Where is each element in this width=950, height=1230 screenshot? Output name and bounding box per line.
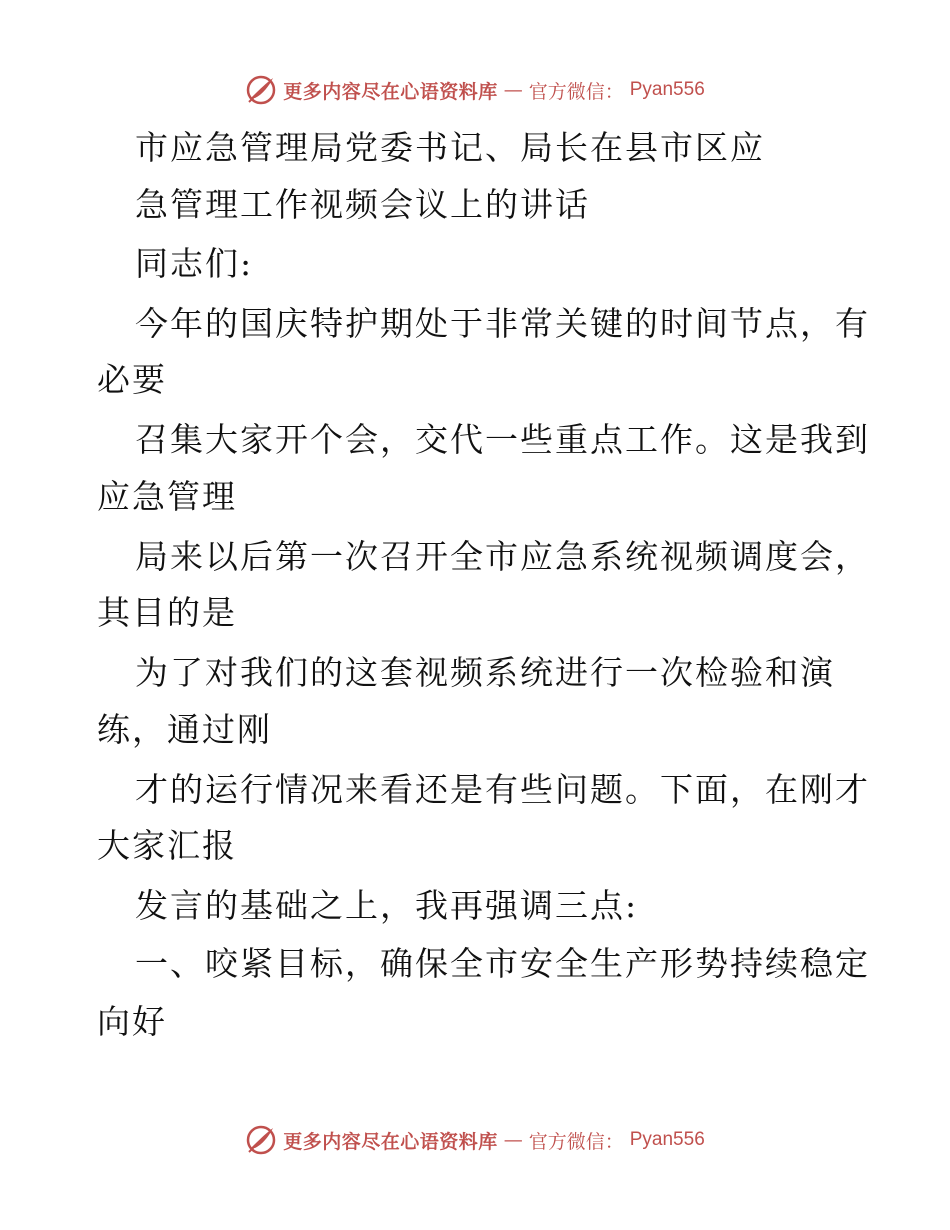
paragraph-3-line-2: 其目的是 [97,593,237,632]
watermark-dash: — [503,1129,523,1151]
feather-pen-logo-icon [245,74,277,106]
paragraph-5-line-1: 才的运行情况来看还是有些问题。下面，在刚才 [135,770,870,809]
paragraph-2-line-2: 应急管理 [97,477,237,516]
document-title-line-2: 急管理工作视频会议上的讲话 [135,185,590,224]
document-title-line-1: 市应急管理局党委书记、局长在县市区应 [135,128,765,167]
feather-pen-logo-icon [245,1124,277,1156]
paragraph-2-line-1: 召集大家开个会，交代一些重点工作。这是我到 [135,420,870,459]
watermark-id: Pyan556 [629,1129,705,1150]
footer-watermark [0,1120,950,1160]
paragraph-4-line-1: 为了对我们的这套视频系统进行一次检验和演 [135,653,835,692]
greeting: 同志们: [135,244,254,283]
watermark-id: Pyan556 [629,79,705,100]
section-heading-1-line-2: 向好 [97,1002,167,1041]
paragraph-1-line-2: 必要 [97,360,167,399]
paragraph-3-line-1: 局来以后第一次召开全市应急系统视频调度会， [135,537,870,576]
header-watermark [0,70,950,110]
section-heading-1-line-1: 一、咬紧目标，确保全市安全生产形势持续稳定 [135,944,870,983]
watermark-main-text: 更多内容尽在心语资料库 [283,1130,498,1153]
paragraph-5-line-2: 大家汇报 [97,826,237,865]
paragraph-6: 发言的基础之上，我再强调三点: [135,886,639,925]
watermark-sub-text: 官方微信： [528,80,624,103]
watermark-main-text: 更多内容尽在心语资料库 [283,80,498,103]
paragraph-1-line-1: 今年的国庆特护期处于非常关键的时间节点，有 [135,304,870,343]
watermark-dash: — [503,79,523,101]
paragraph-4-line-2: 练，通过刚 [97,710,272,749]
watermark-sub-text: 官方微信： [528,1130,624,1153]
